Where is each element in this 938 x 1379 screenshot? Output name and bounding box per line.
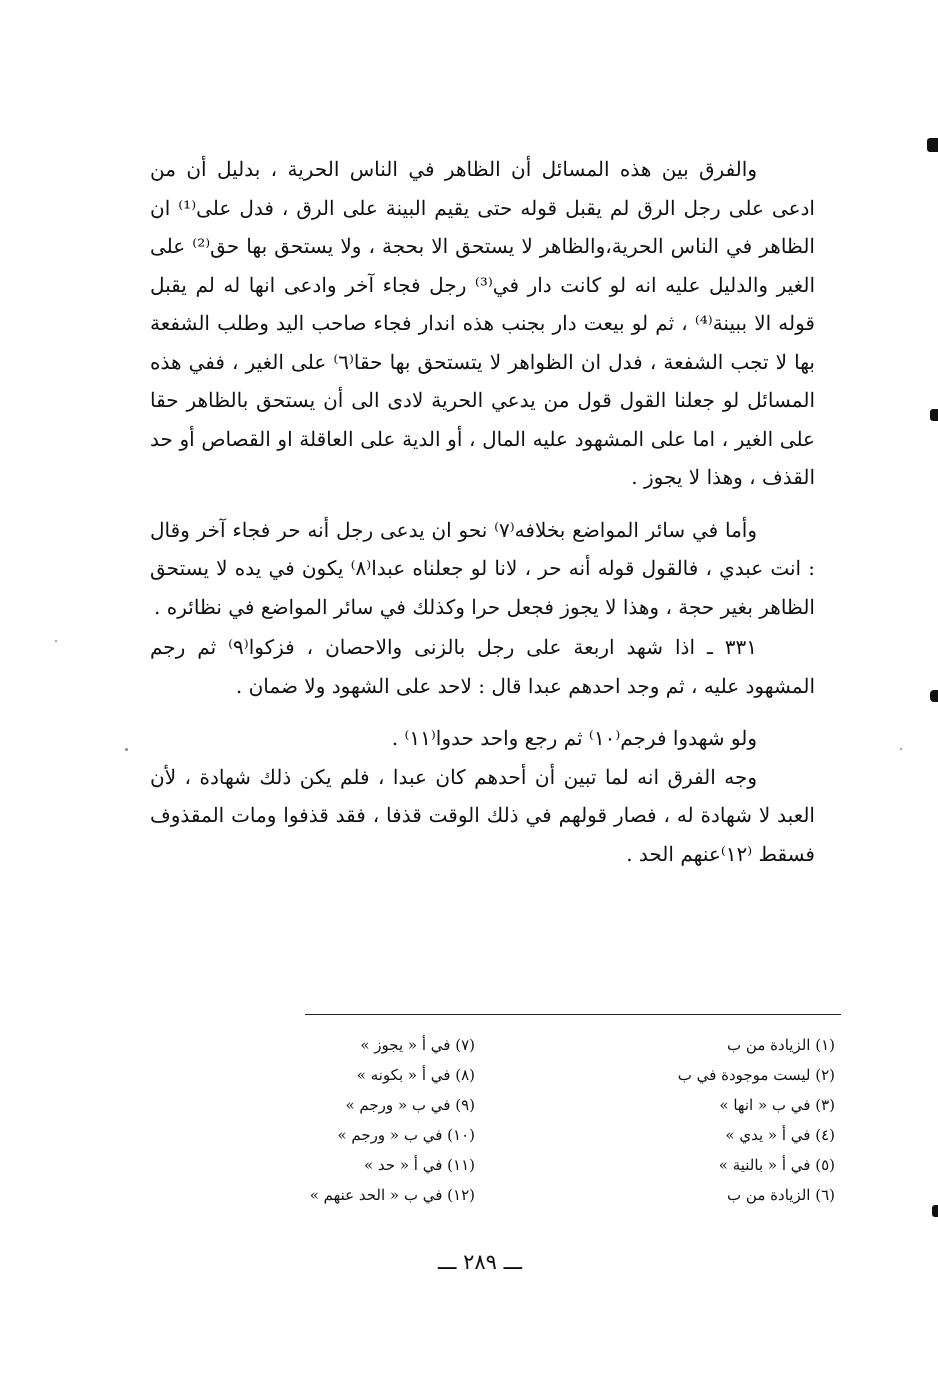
- margin-mark: [930, 690, 938, 702]
- footnotes-left-column: [290, 1030, 475, 1210]
- footnote-item: (١٠) في ب « ورجم »: [337, 1126, 475, 1144]
- footnote-item: (٩) في ب « ورجم »: [345, 1096, 475, 1114]
- scan-speck: [125, 748, 128, 751]
- margin-mark: [927, 138, 938, 152]
- footnote-item: (١١) في أ « حد »: [363, 1156, 475, 1174]
- main-text-body: [150, 150, 815, 873]
- margin-mark: [930, 409, 938, 421]
- footnote-divider: [305, 1014, 841, 1015]
- footnote-item: (١٢) في ب « الحد عنهم »: [309, 1186, 475, 1204]
- footnote-item: (٧) في أ « يجوز »: [360, 1036, 475, 1054]
- footnotes-right-column: [560, 1030, 835, 1210]
- footnote-item: (٢) ليست موجودة في ب: [677, 1066, 835, 1084]
- scan-speck: [55, 640, 57, 642]
- footnote-item: (٣) في ب « انها »: [719, 1096, 835, 1114]
- paragraph-difference: والفرق بين هذه المسائل أن الظاهر في الناس الحرية ، بدليل أن من ادعى على رجل الرق لم يقبل قوله حتى يقيم البينة على الرق ، فدل على⁽¹⁾ ان الظاهر في الناس الحرية،والظاهر لا يستحق الا بحجة ، ولا يستحق بها حق⁽²⁾ على الغير والدليل عليه انه لو كانت دار في⁽³⁾ رجل فجاء آخر وادعى انها له لم يقبل قوله الا ببينة⁽⁴⁾ ، ثم لو بيعت دار بجنب هذه اندار فجاء صاحب اليد وطلب الشفعة بها لا تجب الشفعة ، فدل ان الظواهر لا يتستحق بها حقا⁽٦⁾ على الغير ، ففي هذه المسائل لو جعلنا القول قول من يدعي الحرية لادى الى أن يستحق بالظاهر حقا على الغير ، اما على المشهود عليه المال ، أو الدية على العاقلة او القصاص أو حد القذف ، وهذا لا يجوز .: [150, 157, 816, 489]
- footnote-item: (٨) في أ « بكونه »: [356, 1066, 475, 1084]
- footnote-item: (٦) الزيادة من ب: [727, 1186, 835, 1204]
- footnote-item: (٤) في أ « يدي »: [725, 1126, 835, 1144]
- margin-mark: [932, 1205, 938, 1217]
- paragraph-reasoning: وجه الفرق انه لما تبين أن أحدهم كان عبدا ، فلم يكن ذلك شهادة ، لأن العبد لا شهادة له ، فصار قولهم في ذلك الوقت قذفا ، فقد قذفوا ومات المقذوف فسقط ⁽١٢⁾عنهم الحد .: [150, 764, 815, 866]
- scan-speck: [900, 748, 902, 750]
- paragraph-case-331: ٣٣١ ـ اذا شهد اربعة على رجل بالزنى والاحصان ، فزكوا⁽٩⁾ ثم رجم المشهود عليه ، ثم وجد احدهم عبدا قال : لاحد على الشهود ولا ضمان .: [150, 635, 815, 698]
- paragraph-other-cases: وأما في سائر المواضع بخلافه⁽٧⁾ نحو ان يدعى رجل أنه حر فجاء آخر وقال : انت عبدي ، فالقول قوله أنه حر ، لانا لو جعلناه عبدا⁽٨⁾ يكون في يده لا يستحق الظاهر بغير حجة ، وهذا لا يجوز فجعل حرا وكذلك في سائر المواضع في نظائره .: [150, 517, 816, 619]
- footnote-item: (٥) في أ « بالنية »: [718, 1156, 835, 1174]
- paragraph-retraction: ولو شهدوا فرجم⁽١٠⁾ ثم رجع واحد حدوا⁽١١⁾ .: [391, 726, 757, 750]
- page-number: ـــ ٢٨٩ ـــ: [437, 1250, 523, 1274]
- footnote-item: (١) الزيادة من ب: [727, 1036, 835, 1054]
